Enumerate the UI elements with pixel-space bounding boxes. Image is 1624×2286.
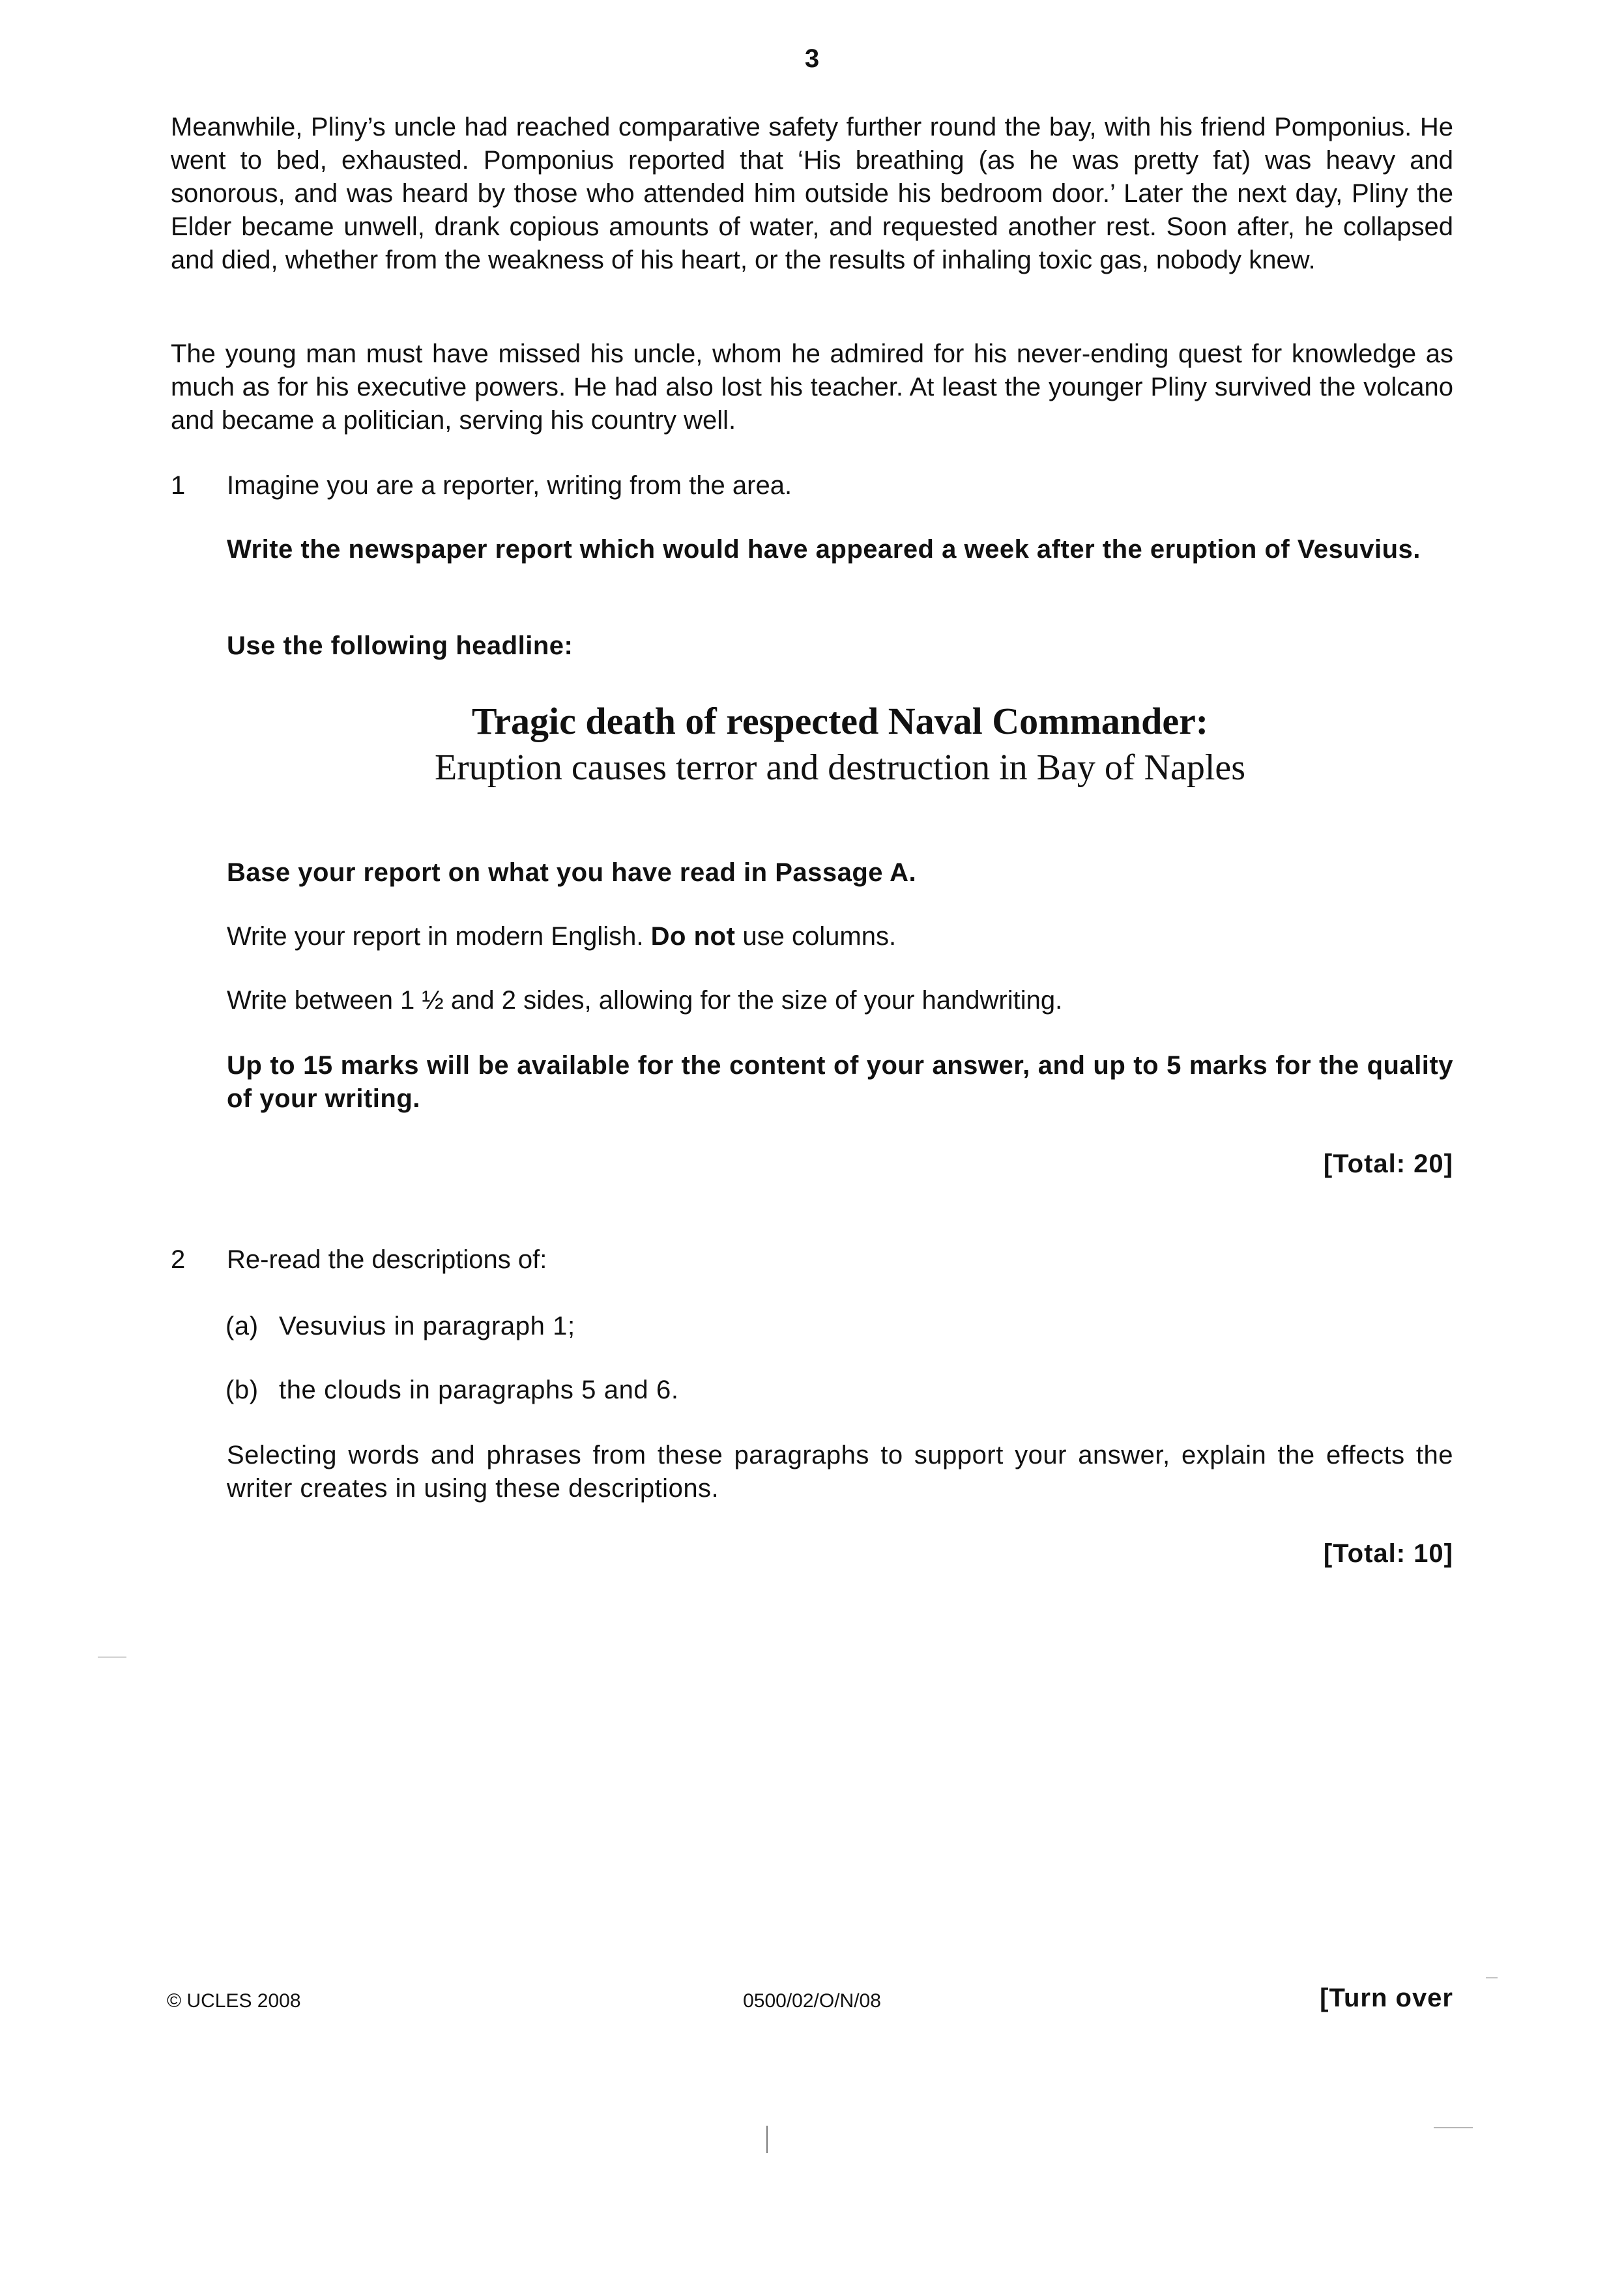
question-1-base-report: Base your report on what you have read in Passage A.	[227, 858, 917, 887]
headline-main: Tragic death of respected Naval Commander:	[471, 700, 1209, 742]
question-2-number: 2	[171, 1245, 186, 1274]
footer-turn-over: [Turn over	[1320, 1984, 1453, 2012]
scan-mark	[1434, 2127, 1473, 2128]
question-2-total: [Total: 10]	[1323, 1539, 1453, 1568]
use-headline-label: Use the following headline:	[227, 631, 573, 660]
scan-mark	[1486, 1977, 1498, 1978]
scan-mark	[98, 1657, 126, 1658]
footer-copyright: © UCLES 2008	[167, 1990, 301, 2012]
question-2-part-a	[225, 1310, 575, 1343]
modern-english-suffix: use columns.	[735, 922, 897, 951]
part-a-text: Vesuvius in paragraph 1;	[279, 1312, 575, 1340]
modern-english-prefix: Write your report in modern English.	[227, 922, 651, 951]
question-1-intro: Imagine you are a reporter, writing from the area.	[227, 471, 792, 500]
question-1-task: Write the newspaper report which would have appeared a week after the eruption of Vesuvius.	[227, 535, 1421, 564]
question-1-total: [Total: 20]	[1323, 1150, 1453, 1178]
question-1-number: 1	[171, 471, 186, 500]
question-1-length: Write between 1 ½ and 2 sides, allowing for the size of your handwriting.	[227, 986, 1063, 1015]
page-number: 3	[804, 44, 820, 73]
footer-code: 0500/02/O/N/08	[743, 1990, 881, 2012]
headline-sub: Eruption causes terror and destruction in Bay of Naples	[434, 747, 1246, 788]
question-1-marks: Up to 15 marks will be available for the content of your answer, and up to 5 marks for the quality of your writing.	[227, 1051, 1453, 1113]
part-b-text: the clouds in paragraphs 5 and 6.	[279, 1376, 679, 1404]
passage-paragraph-1: Meanwhile, Pliny’s uncle had reached comparative safety further round the bay, with his friend Pomponius. He went to bed, exhausted. Pomponius reported that ‘His breathing (as he was pretty fat) was heavy and sonorous, and was heard by those who attended him outside his bedroom door.’ Later the next day, Pliny the Elder became unwell, drank copious amounts of water, and requested another rest. Soon after, he collapsed and died, whether from the weakness of his heart, or the results of inhaling toxic gas, nobody knew.	[171, 113, 1453, 274]
question-2-instruction: Selecting words and phrases from these paragraphs to support your answer, explain the effects the writer creates in using these descriptions.	[227, 1441, 1453, 1503]
question-1-use-headline	[227, 629, 1453, 663]
question-1-modern-english	[227, 920, 1453, 953]
modern-english-bold: Do not	[650, 922, 736, 951]
question-2-part-b	[225, 1374, 679, 1407]
part-b-label: (b)	[225, 1376, 259, 1404]
part-a-label: (a)	[225, 1312, 259, 1340]
question-2-intro: Re-read the descriptions of:	[227, 1245, 547, 1274]
scan-mark	[766, 2126, 768, 2153]
passage-paragraph-2: The young man must have missed his uncle, whom he admired for his never-ending quest for knowledge as much as for his executive powers. He had also lost his teacher. At least the younger Pliny survived the volcano and became a politician, serving his country well.	[171, 340, 1453, 435]
